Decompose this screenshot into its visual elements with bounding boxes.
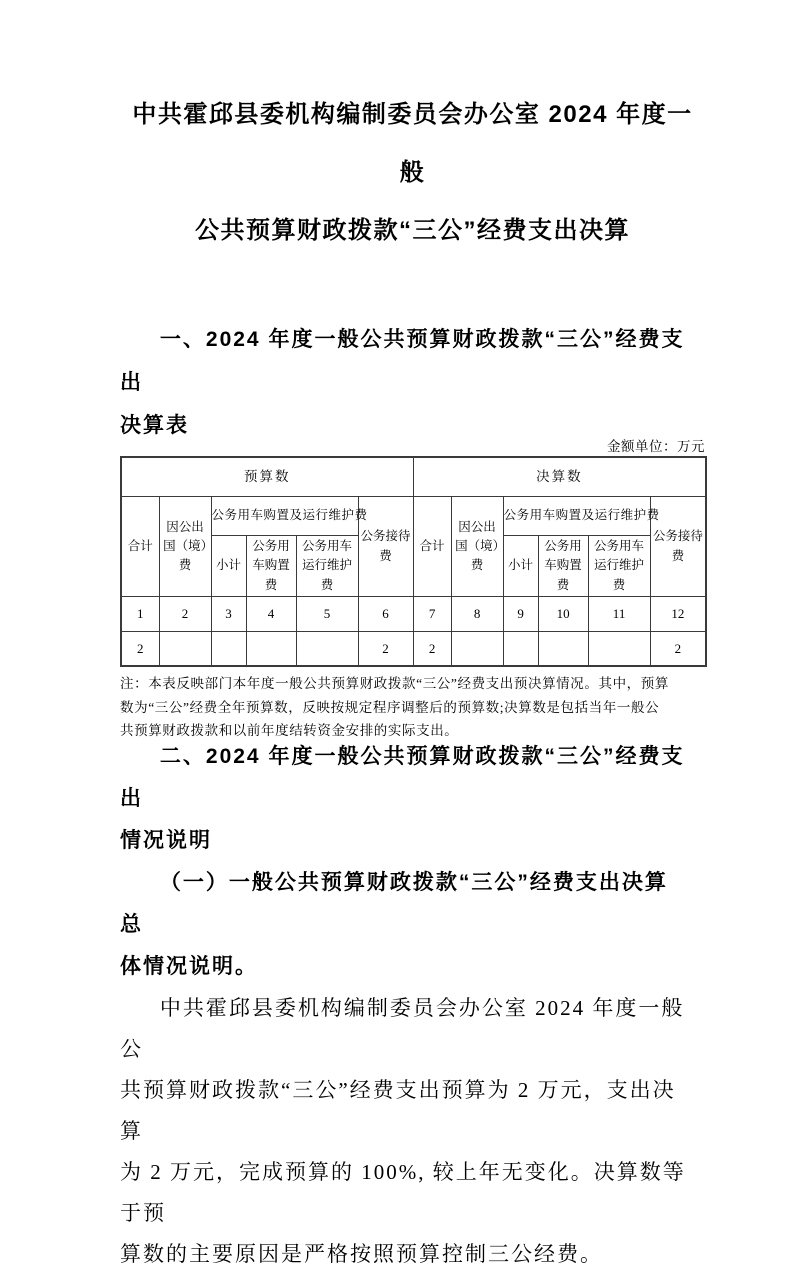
section2-sub-heading: [120, 862, 687, 988]
text-line: （一）一般公共预算财政拨款“三公”经费支出决算总: [120, 870, 668, 936]
data-cell-reception-final: 2: [650, 632, 706, 667]
text-line: 共预算财政拨款“三公”经费支出预算为 2 万元，支出决算: [120, 1077, 676, 1143]
header-vehicle-purchase-final: 公务用车购置费: [538, 536, 588, 597]
column-number: 5: [296, 597, 358, 632]
table-column-number-row: [121, 597, 706, 632]
data-cell-vehicle-purchase-final: [538, 632, 588, 667]
data-cell-abroad-budget: [159, 632, 211, 667]
column-number: 4: [246, 597, 296, 632]
column-number: 11: [588, 597, 650, 632]
document-page: [0, 86, 793, 1266]
section1-heading: [120, 318, 687, 447]
header-vehicle-subtotal-final: 小计: [503, 536, 538, 597]
table-data-row: [121, 632, 706, 667]
data-cell-vehicle-maintenance-budget: [296, 632, 358, 667]
text-line: 算数的主要原因是严格按照预算控制三公经费。: [120, 1241, 603, 1266]
amount-unit-label: 金额单位：万元: [607, 439, 705, 454]
table-note: [120, 672, 705, 743]
text-line: 中共霍邱县委机构编制委员会办公室 2024 年度一般: [132, 101, 693, 186]
header-total-final: 合计: [413, 497, 451, 597]
document-content: [120, 86, 705, 1275]
text-line: 情况说明: [120, 828, 212, 852]
column-number: 7: [413, 597, 451, 632]
section2-paragraph: [120, 988, 687, 1275]
table-group-header-row: [121, 457, 706, 497]
text-line: 体情况说明。: [120, 954, 258, 978]
text-line: 共预算财政拨款和以前年度结转资金安排的实际支出。: [120, 723, 459, 739]
group-header-budget: 预算数: [121, 457, 413, 497]
data-cell-total-budget: 2: [121, 632, 159, 667]
data-cell-vehicle-subtotal-final: [503, 632, 538, 667]
expenditure-table: [120, 456, 707, 667]
data-cell-vehicle-purchase-budget: [246, 632, 296, 667]
data-cell-vehicle-subtotal-budget: [211, 632, 246, 667]
group-header-final: 决算数: [413, 457, 706, 497]
column-number: 12: [650, 597, 706, 632]
text-line: 二、2024 年度一般公共预算财政拨款“三公”经费支出: [120, 744, 685, 810]
data-cell-abroad-final: [451, 632, 503, 667]
table-header-row-1: [121, 497, 706, 536]
header-vehicle-purchase-budget: 公务用车购置费: [246, 536, 296, 597]
section2-heading: [120, 736, 687, 862]
header-total-budget: 合计: [121, 497, 159, 597]
text-line: 中共霍邱县委机构编制委员会办公室 2024 年度一般公: [120, 995, 685, 1061]
header-vehicle-subtotal-budget: 小计: [211, 536, 246, 597]
text-line: 一、2024 年度一般公共预算财政拨款“三公”经费支出: [120, 328, 685, 394]
header-reception-final: 公务接待费: [650, 497, 706, 597]
column-number: 2: [159, 597, 211, 632]
header-abroad-final: 因公出国（境）费: [451, 497, 503, 597]
data-cell-reception-budget: 2: [358, 632, 413, 667]
column-number: 1: [121, 597, 159, 632]
text-line: 决算表: [120, 414, 189, 437]
header-vehicle-maintenance-budget: 公务用车运行维护费: [296, 536, 358, 597]
column-number: 6: [358, 597, 413, 632]
column-number: 3: [211, 597, 246, 632]
header-reception-budget: 公务接待费: [358, 497, 413, 597]
data-cell-total-final: 2: [413, 632, 451, 667]
column-number: 8: [451, 597, 503, 632]
text-line: 公共预算财政拨款“三公”经费支出决算: [195, 217, 630, 244]
header-vehicle-maintenance-final: 公务用车运行维护费: [588, 536, 650, 597]
header-vehicle-group-budget: 公务用车购置及运行维护费: [211, 497, 358, 536]
text-line: 数为“三公”经费全年预算数，反映按规定程序调整后的预算数;决算数是包括当年一般公: [120, 699, 660, 715]
header-abroad-budget: 因公出国（境）费: [159, 497, 211, 597]
text-line: 注：本表反映部门本年度一般公共预算财政拨款“三公”经费支出预决算情况。其中，预算: [120, 676, 669, 692]
document-title: [120, 86, 705, 260]
text-line: 为 2 万元，完成预算的 100%, 较上年无变化。决算数等于预: [120, 1159, 686, 1225]
column-number: 10: [538, 597, 588, 632]
header-vehicle-group-final: 公务用车购置及运行维护费: [503, 497, 650, 536]
data-cell-vehicle-maintenance-final: [588, 632, 650, 667]
column-number: 9: [503, 597, 538, 632]
